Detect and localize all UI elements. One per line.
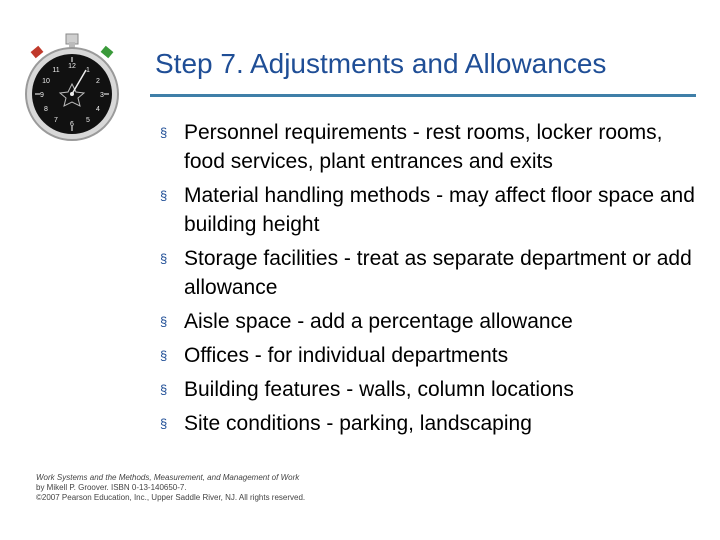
dial-number: 3 bbox=[100, 92, 104, 99]
dial-number: 11 bbox=[52, 67, 60, 74]
dial-number: 6 bbox=[70, 121, 74, 128]
bullet-text: Material handling methods - may affect floor space and building height bbox=[184, 184, 695, 236]
bullet-marker-icon: § bbox=[160, 382, 168, 397]
bullet-marker-icon: § bbox=[160, 251, 168, 266]
bullet-item bbox=[160, 181, 705, 239]
bullet-item bbox=[160, 375, 705, 404]
bullet-item bbox=[160, 307, 705, 336]
slide-title: Step 7. Adjustments and Allowances bbox=[155, 48, 607, 79]
bullet-text: Site conditions - parking, landscaping bbox=[184, 412, 532, 435]
footer-author: by Mikell P. Groover. ISBN 0-13-140650-7. bbox=[36, 483, 187, 492]
footer-copyright: ©2007 Pearson Education, Inc., Upper Saddle River, NJ. All rights reserved. bbox=[36, 493, 306, 502]
dial-number: 12 bbox=[68, 63, 76, 70]
footer-book-title: Work Systems and the Methods, Measurement, and Management of Work bbox=[36, 473, 300, 482]
stopwatch-icon bbox=[22, 30, 122, 150]
dial-number: 8 bbox=[44, 106, 48, 113]
bullet-list bbox=[160, 118, 705, 443]
bullet-item bbox=[160, 118, 705, 176]
dial-number: 1 bbox=[86, 67, 90, 74]
dial-number: 5 bbox=[86, 117, 90, 124]
bullet-text: Building features - walls, column locations bbox=[184, 378, 574, 401]
bullet-marker-icon: § bbox=[160, 348, 168, 363]
bullet-text: Personnel requirements - rest rooms, locker rooms, food services, plant entrances and exits bbox=[184, 121, 663, 173]
bullet-item bbox=[160, 341, 705, 370]
bullet-text: Offices - for individual departments bbox=[184, 344, 509, 367]
bullet-marker-icon: § bbox=[160, 416, 168, 431]
bullet-item bbox=[160, 244, 705, 302]
dial-number: 10 bbox=[42, 78, 50, 85]
dial-number: 7 bbox=[54, 117, 58, 124]
bullet-marker-icon: § bbox=[160, 125, 168, 140]
bullet-marker-icon: § bbox=[160, 314, 168, 329]
bullet-item bbox=[160, 409, 705, 438]
title-divider bbox=[150, 94, 696, 97]
dial-number: 4 bbox=[96, 106, 100, 113]
dial-number: 9 bbox=[40, 92, 44, 99]
dial-number: 2 bbox=[96, 78, 100, 85]
copyright-footer bbox=[36, 473, 376, 503]
bullet-text: Storage facilities - treat as separate department or add allowance bbox=[184, 247, 692, 299]
bullet-marker-icon: § bbox=[160, 188, 168, 203]
bullet-text: Aisle space - add a percentage allowance bbox=[184, 310, 573, 333]
